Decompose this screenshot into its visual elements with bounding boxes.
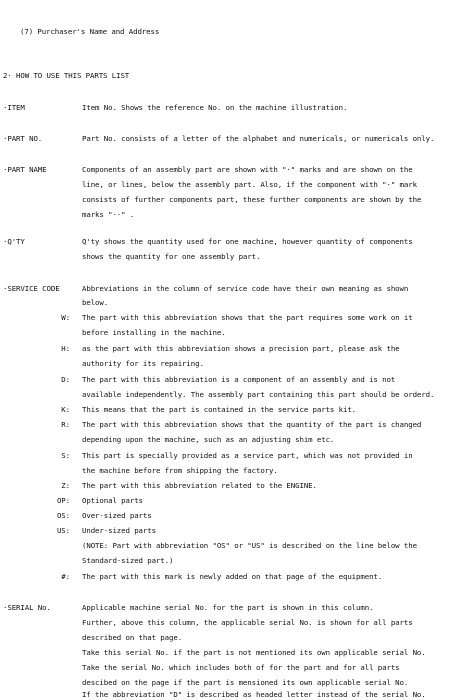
term-part-no: ·PART NO. xyxy=(3,134,43,143)
code-os-desc: Over-sized parts xyxy=(82,511,152,520)
part-name-desc-line: Components of an assembly part are shown with "·" marks and are shown on the xyxy=(82,165,413,174)
part-name-desc-line: marks "··" . xyxy=(82,210,135,219)
serial-no-desc-line: Take this serial No. if the part is not mentioned its own applicable serial No. xyxy=(82,648,426,657)
part-name-desc-line: line, or lines, below the assembly part. Also, if the component with "·" mark xyxy=(82,180,417,189)
code-d: D: xyxy=(61,375,70,384)
code-r-desc: The part with this abbreviation shows that the quantity of the part is changed xyxy=(82,420,422,429)
code-hash: #: xyxy=(61,572,70,581)
serial-no-desc-line: described on that page. xyxy=(82,633,183,642)
code-hash-desc: The part with this mark is newly added on that page of the equipment. xyxy=(82,572,383,581)
purchaser-heading: (7) Purchaser's Name and Address xyxy=(20,27,160,36)
code-op-desc: Optional parts xyxy=(82,496,143,505)
serial-no-desc-line: Applicable machine serial No. for the part is shown in this column. xyxy=(82,603,374,612)
part-name-desc-line: consists of further components part, these further components are shown by the xyxy=(82,195,422,204)
service-code-intro-line: below. xyxy=(82,298,109,307)
serial-no-desc-line: Take the serial No. which includes both of for the part and for all parts xyxy=(82,663,400,672)
qty-desc-line: shows the quantity for one assembly part. xyxy=(82,252,261,261)
code-os: OS: xyxy=(56,511,70,520)
code-us-note: (NOTE: Part with abbreviation "OS" or "US" is described on the line below the xyxy=(82,541,417,550)
code-us-desc: Under-sized parts xyxy=(82,526,156,535)
qty-desc-line: Q'ty shows the quantity used for one machine, however quantity of components xyxy=(82,237,413,246)
serial-no-desc-line: If the abbreviation "D" is described as headed letter instead of the serial No. xyxy=(82,690,426,699)
code-s-desc: the machine before from shipping the factory. xyxy=(82,466,278,475)
code-r-desc: depending upon the machine, such as an adjusting shim etc. xyxy=(82,435,335,444)
service-code-intro-line: Abbreviations in the column of service code have their own meaning as shown xyxy=(82,284,409,293)
code-z: Z: xyxy=(61,481,70,490)
code-z-desc: The part with this abbreviation related to the ENGINE. xyxy=(82,481,317,490)
code-d-desc: The part with this abbreviation is a component of an assembly and is not xyxy=(82,375,396,384)
code-h-desc: as the part with this abbreviation shows a precision part, please ask the xyxy=(82,344,400,353)
term-qty: ·Q'TY xyxy=(3,237,25,246)
code-r: R: xyxy=(61,420,70,429)
part-no-desc-line: Part No. consists of a letter of the alphabet and numericals, or numericals only. xyxy=(82,134,435,143)
code-w-desc: before installing in the machine. xyxy=(82,328,226,337)
term-item: ·ITEM xyxy=(3,103,25,112)
serial-no-desc-line: Further, above this column, the applicable serial No. is shown for all parts xyxy=(82,618,413,627)
code-h: H: xyxy=(61,344,70,353)
code-us-note: Standard-sized part.) xyxy=(82,556,174,565)
term-part-name: ·PART NAME xyxy=(3,165,47,174)
section-title: 2· HOW TO USE THIS PARTS LIST xyxy=(3,71,130,80)
code-s: S: xyxy=(61,451,70,460)
serial-no-desc-line: descibed on the page if the part is mensioned its own applicable serial No. xyxy=(82,678,409,687)
code-s-desc: This part is specially provided as a service part, which was not provided in xyxy=(82,451,413,460)
code-k-desc: This means that the part is contained in the service parts kit. xyxy=(82,405,357,414)
code-h-desc: authority for its repairing. xyxy=(82,359,204,368)
term-serial-no: ·SERIAL No. xyxy=(3,603,51,612)
item-desc-line: Item No. Shows the reference No. on the machine illustration. xyxy=(82,103,348,112)
code-d-desc: available independently. The assembly part containing this part should be orderd. xyxy=(82,390,435,399)
term-service-code: ·SERVICE CODE xyxy=(3,284,60,293)
code-op: OP: xyxy=(56,496,70,505)
code-w-desc: The part with this abbreviation shows that the part requires some work on it xyxy=(82,313,413,322)
code-k: K: xyxy=(61,405,70,414)
code-us: US: xyxy=(56,526,70,535)
code-w: W: xyxy=(61,313,70,322)
